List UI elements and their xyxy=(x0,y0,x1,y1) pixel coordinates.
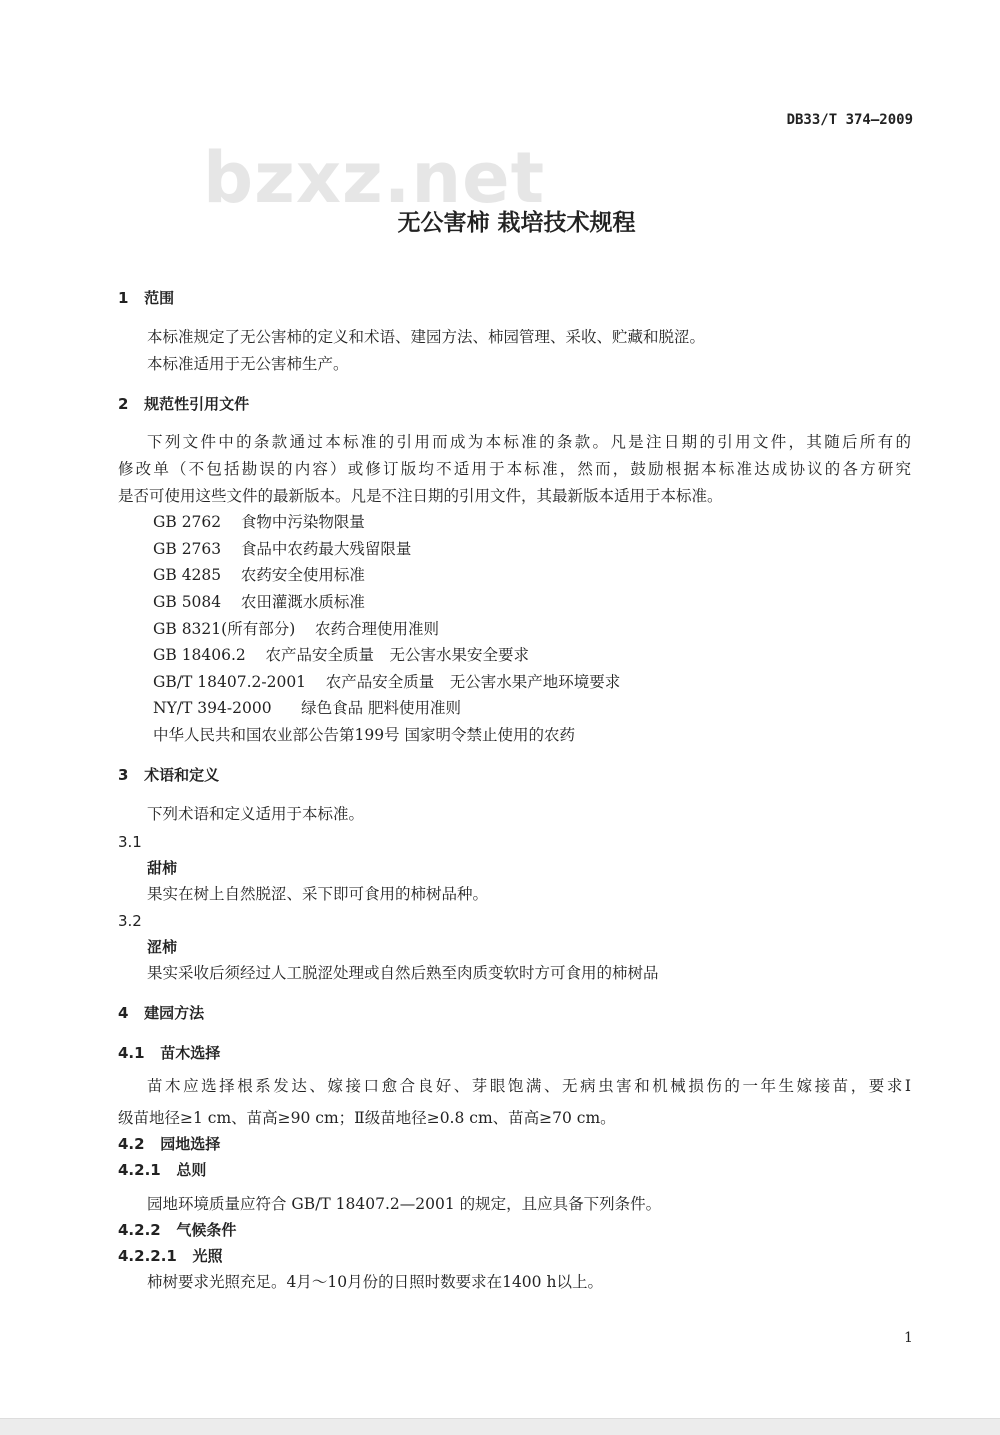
ref-title: 农产品安全质量 无公害水果产地环境要求 xyxy=(325,673,621,691)
paragraph-line: 下列文件中的条款通过本标准的引用而成为本标准的条款。凡是注日期的引用文件，其随后所有的 xyxy=(147,433,911,451)
ref-code: GB 4285 xyxy=(153,566,222,584)
ref-code: GB/T 18407.2-2001 xyxy=(153,673,307,691)
watermark: bzxz.net xyxy=(203,137,546,219)
standard-code: DB33/T 374—2009 xyxy=(786,112,913,128)
subsection-4-2-heading xyxy=(118,1134,220,1154)
definition: 果实在树上自然脱涩、采下即可食用的柿树品种。 xyxy=(147,885,489,903)
ref-title: 国家明令禁止使用的农药 xyxy=(404,726,576,744)
ref-code: 中华人民共和国农业部公告第199号 xyxy=(153,726,400,744)
paragraph: 本标准适用于无公害柿生产。 xyxy=(147,355,349,373)
subsection-4-1-heading xyxy=(118,1043,220,1063)
section-title: 规范性引用文件 xyxy=(144,395,250,413)
section-number: 4.1 xyxy=(118,1044,145,1062)
ref-code: GB 2762 xyxy=(153,513,222,531)
reference-item xyxy=(153,725,575,745)
viewer-bottom-bar xyxy=(0,1418,1000,1435)
section-number: 1 xyxy=(118,289,129,307)
section-4-heading xyxy=(118,1003,204,1023)
section-number: 3 xyxy=(118,766,129,784)
section-2-heading xyxy=(118,394,249,414)
definition: 果实采收后须经过人工脱涩处理或自然后熟至肉质变软时方可食用的柿树品 xyxy=(147,964,659,982)
section-title: 范围 xyxy=(144,289,175,307)
paragraph-line: 苗木应选择根系发达、嫁接口愈合良好、芽眼饱满、无病虫害和机械损伤的一年生嫁接苗，要求Ⅰ xyxy=(147,1077,911,1095)
section-title: 园地选择 xyxy=(160,1135,221,1153)
paragraph-line: 是否可使用这些文件的最新版本。凡是不注日期的引用文件，其最新版本适用于本标准。 xyxy=(118,487,723,505)
page-number: 1 xyxy=(904,1330,913,1346)
section-3-heading xyxy=(118,765,219,785)
section-number: 4.2.2 xyxy=(118,1221,161,1239)
paragraph: 柿树要求光照充足。4月～10月份的日照时数要求在1400 h以上。 xyxy=(147,1273,603,1291)
ref-code: GB 5084 xyxy=(153,593,222,611)
ref-code: NY/T 394-2000 xyxy=(153,699,272,717)
reference-item xyxy=(153,592,365,612)
paragraph: 园地环境质量应符合 GB/T 18407.2—2001 的规定，且应具备下列条件。 xyxy=(147,1195,662,1213)
paragraph-line: 修改单（不包括勘误的内容）或修订版均不适用于本标准，然而，鼓励根据本标准达成协议的各方研究 xyxy=(118,460,911,478)
ref-title: 食物中污染物限量 xyxy=(240,513,365,531)
section-title: 术语和定义 xyxy=(144,766,220,784)
reference-item xyxy=(153,698,461,718)
section-number: 4.2.2.1 xyxy=(118,1247,177,1265)
subsection-4-2-2-heading xyxy=(118,1220,236,1240)
ref-title: 农田灌溉水质标准 xyxy=(240,593,365,611)
ref-title: 农产品安全质量 无公害水果安全要求 xyxy=(265,646,530,664)
reference-item xyxy=(153,619,439,639)
section-title: 苗木选择 xyxy=(160,1044,221,1062)
subsection-4-2-1-heading xyxy=(118,1160,206,1180)
paragraph-line: 级苗地径≥1 cm、苗高≥90 cm；Ⅱ级苗地径≥0.8 cm、苗高≥70 cm。 xyxy=(118,1109,616,1127)
section-number: 2 xyxy=(118,395,129,413)
paragraph: 本标准规定了无公害柿的定义和术语、建园方法、柿园管理、采收、贮藏和脱涩。 xyxy=(147,328,706,346)
section-title: 光照 xyxy=(192,1247,223,1265)
ref-title: 食品中农药最大残留限量 xyxy=(240,540,412,558)
reference-item xyxy=(153,512,365,532)
ref-title: 农药安全使用标准 xyxy=(240,566,365,584)
section-number: 4.2 xyxy=(118,1135,145,1153)
ref-code: GB 18406.2 xyxy=(153,646,246,664)
paragraph: 下列术语和定义适用于本标准。 xyxy=(147,805,365,823)
term-number: 3.1 xyxy=(118,833,142,851)
term: 甜柿 xyxy=(147,859,178,877)
section-number: 4.2.1 xyxy=(118,1161,161,1179)
section-title: 总则 xyxy=(176,1161,207,1179)
section-title: 气候条件 xyxy=(176,1221,237,1239)
reference-item xyxy=(153,539,411,559)
ref-code: GB 8321(所有部分) xyxy=(153,620,296,638)
term: 涩柿 xyxy=(147,938,178,956)
ref-title: 绿色食品 肥料使用准则 xyxy=(301,699,462,717)
reference-item xyxy=(153,645,529,665)
ref-code: GB 2763 xyxy=(153,540,222,558)
subsection-4-2-2-1-heading xyxy=(118,1246,223,1266)
section-number: 4 xyxy=(118,1004,129,1022)
reference-item xyxy=(153,565,365,585)
ref-title: 农药合理使用准则 xyxy=(314,620,439,638)
section-title: 建园方法 xyxy=(144,1004,205,1022)
reference-item xyxy=(153,672,620,692)
term-number: 3.2 xyxy=(118,912,142,930)
document-title: 无公害柿 栽培技术规程 xyxy=(397,210,636,236)
section-1-heading xyxy=(118,288,174,308)
